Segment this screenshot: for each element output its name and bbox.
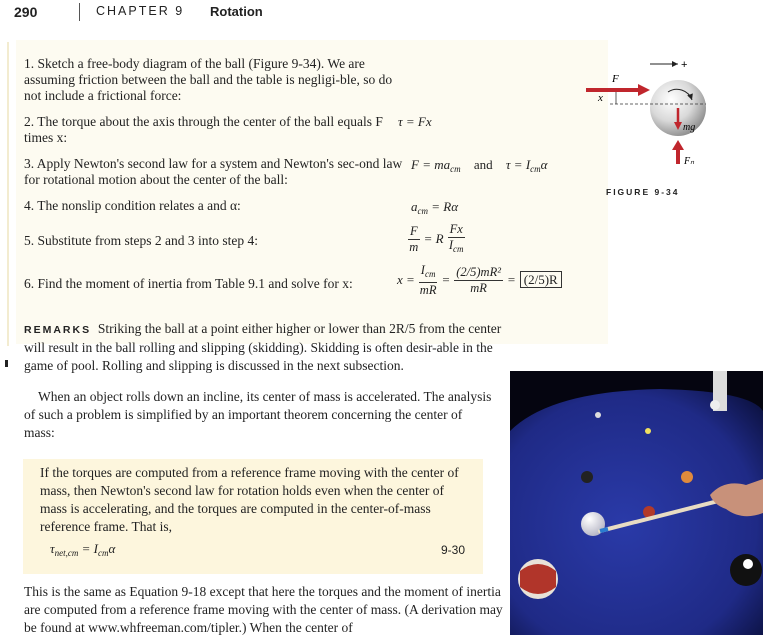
step-6-f1-num-sub: cm — [424, 269, 436, 279]
step-2: 2. The torque about the axis through the center of the ball equals F times x: — [24, 114, 383, 145]
margin-bar — [7, 42, 9, 346]
equation-number: 9-30 — [441, 543, 466, 557]
pool-table-photo — [510, 371, 763, 635]
weight-label: mg — [683, 122, 696, 133]
applied-force-arrowhead — [638, 84, 650, 96]
step-1: 1. Sketch a free-body diagram of the ball (Figure 9-34). We are assuming friction between the ball and the table is negligi-ble, so do not include a frictional force: — [24, 56, 393, 103]
step-6-f1-num: I — [420, 263, 425, 277]
paragraph-intro: When an object rolls down an incline, its center of mass is accelerated. The analysis of such a problem is simplified by an important theorem concerning the center of mass: — [24, 389, 492, 440]
theorem-eq-tau-sub: net,cm — [54, 548, 79, 558]
normal-force-arrowhead — [672, 140, 684, 150]
paragraph-continuation: This is the same as Equation 9-18 except that here the torques and the moment of inertia are computed from a reference frame moving with the center of mass. (A derivation may be found at www.whfreeman.com/tipler.) When the center of — [24, 584, 503, 635]
step-3-eq-right-tail: α — [540, 157, 548, 172]
step-3-eq-right: τ = I — [505, 157, 531, 172]
step-3-eq-left: F = ma — [411, 157, 451, 172]
step-5-f2-num: Fx — [449, 222, 463, 236]
step-5-f2-den-sub: cm — [453, 244, 464, 254]
step-5-f2-den: I — [448, 238, 454, 252]
x-label: x — [598, 92, 603, 104]
page-number: 290 — [14, 4, 38, 20]
step-6-result-box: (2/5)R — [520, 271, 562, 288]
theorem-eq-I-sub: cm — [98, 548, 109, 558]
step-3-eq-left-sub: cm — [450, 164, 461, 174]
margin-mark — [5, 360, 8, 367]
step-2-equation: τ = Fx — [398, 114, 432, 129]
step-4-equation — [411, 199, 458, 216]
ball-stripe — [520, 564, 556, 594]
ball-yellow-small — [645, 428, 651, 434]
step-4-eq-tail: = Rα — [428, 199, 459, 214]
step-5-equation — [408, 222, 465, 257]
step-4-eq-sub: cm — [417, 206, 428, 216]
theorem-equation — [50, 541, 115, 558]
theorem-eq-tau: τ — [50, 541, 55, 556]
ball-orange — [681, 471, 693, 483]
step-6-eq2: = — [506, 272, 516, 288]
ball-grey-small — [595, 412, 601, 418]
chapter-topic: Rotation — [210, 4, 263, 19]
step-5-f1-num: F — [410, 224, 418, 238]
remarks-text: Striking the ball at a point either higher or lower than 2R/5 from the center will result in the ball rolling and slipping (skidding). Skidding is often desir-able in the game of pool. Rolling and slipping is discussed in the next subsection. — [24, 321, 502, 373]
step-6-f1-den: mR — [419, 283, 437, 297]
step-3-eq-right-sub: cm — [530, 164, 541, 174]
step-5-mid: = R — [423, 231, 444, 247]
step-6-eq1: = — [441, 272, 451, 288]
theorem-eq-tail: α — [108, 541, 116, 556]
ball-black-near — [730, 554, 762, 586]
theorem-text: If the torques are computed from a reference frame moving with the center of mass, then Newton's second law for rotation holds even when the center of mass is accelerating, and the torques are computed in the center-of-mass reference frame. That is, — [40, 465, 459, 534]
table-felt — [510, 389, 763, 635]
plus-label: + — [681, 59, 688, 71]
remarks-label: REMARKS — [24, 324, 92, 336]
force-label: F — [612, 73, 619, 85]
header-divider — [79, 3, 80, 21]
ball-black-near-highlight — [743, 559, 753, 569]
step-6: 6. Find the moment of inertia from Table 9.1 and solve for x: — [24, 276, 353, 291]
step-5-f1-den: m — [409, 240, 419, 254]
figure-caption: FIGURE 9-34 — [606, 187, 680, 197]
ball-black — [581, 471, 593, 483]
chapter-label: CHAPTER 9 — [96, 4, 185, 18]
theorem-eq-mid: = I — [78, 541, 99, 556]
step-5: 5. Substitute from steps 2 and 3 into step 4: — [24, 233, 258, 248]
remarks-paragraph — [24, 320, 514, 375]
step-3: 3. Apply Newton's second law for a system and Newton's sec-ond law for rotational motion about the center of the ball: — [24, 156, 403, 187]
step-4: 4. The nonslip condition relates a and α: — [24, 198, 241, 213]
step-6-lhs: x = — [397, 272, 415, 288]
figure-9-34 — [580, 52, 760, 182]
step-6-f2-den: mR — [470, 281, 487, 295]
cue-tip — [600, 529, 608, 531]
step-6-equation — [397, 263, 562, 298]
step-3-eq-and: and — [473, 157, 493, 172]
step-6-f2-num: (2/5)mR² — [456, 265, 501, 279]
step-3-equation — [411, 157, 547, 174]
normal-force-label: Fₙ — [684, 156, 695, 167]
ball-white-distant — [710, 400, 720, 410]
step-4-eq-a: a — [411, 199, 418, 214]
